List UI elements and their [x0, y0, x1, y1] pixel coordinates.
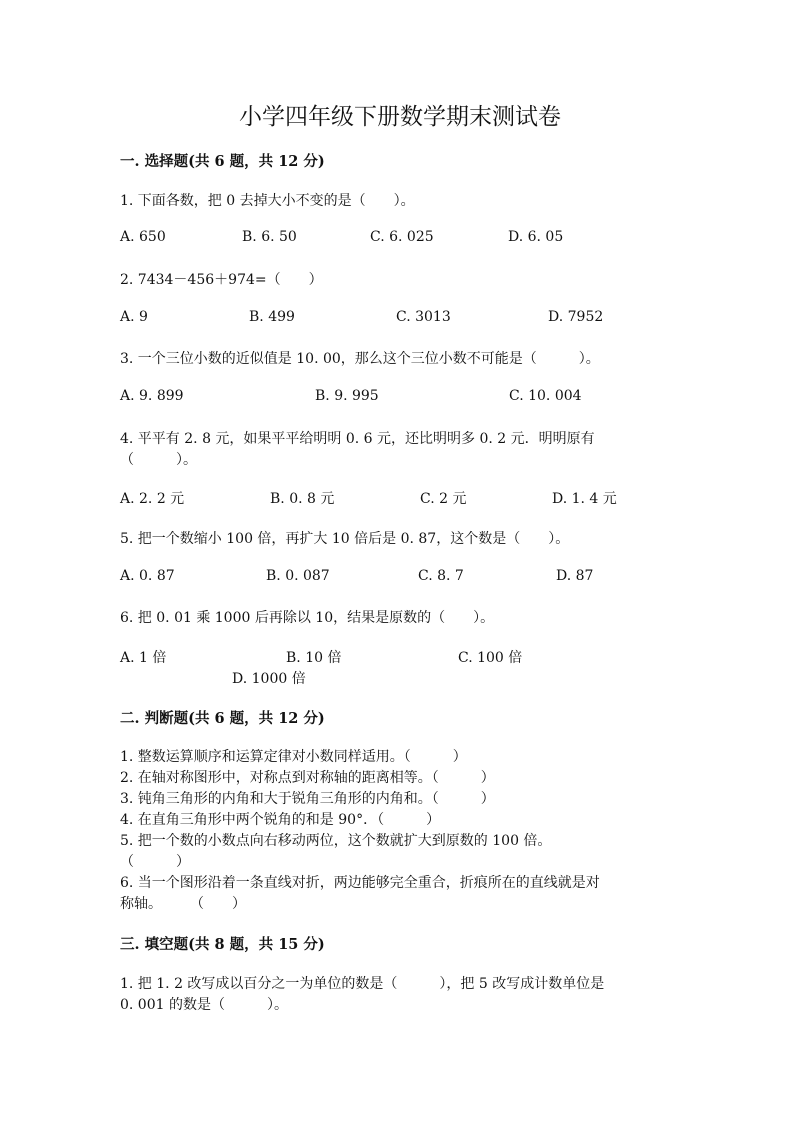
- question-1: 1. 下面各数，把 0 去掉大小不变的是（ ）。: [120, 193, 415, 209]
- option-3b: B. 9. 995: [315, 388, 379, 404]
- option-2d: D. 7952: [548, 309, 604, 325]
- judgement-line-4: 4. 在直角三角形中两个锐角的和是 90°．（ ）: [120, 812, 441, 828]
- fill-blank-line-1: 1. 把 1. 2 改写成以百分之一为单位的数是（ ），把 5 改写成计数单位是: [120, 976, 605, 992]
- question-4-line-1: 4. 平平有 2. 8 元，如果平平给明明 0. 6 元，还比明明多 0. 2 元．明明原有: [120, 431, 595, 447]
- option-4b: B. 0. 8 元: [270, 491, 335, 507]
- question-3: 3. 一个三位小数的近似值是 10. 00，那么这个三位小数不可能是（ ）。: [120, 351, 600, 367]
- judgement-line-2: 2. 在轴对称图形中，对称点到对称轴的距离相等。（ ）: [120, 770, 495, 786]
- judgement-line-5: 5. 把一个数的小数点向右移动两位，这个数就扩大到原数的 100 倍。: [120, 833, 552, 849]
- section-heading-judgement: 二. 判断题(共 6 题，共 12 分): [120, 710, 325, 727]
- option-5b: B. 0. 087: [266, 568, 330, 584]
- option-4d: D. 1. 4 元: [552, 491, 617, 507]
- option-1d: D. 6. 05: [508, 229, 564, 245]
- judgement-line-1: 1. 整数运算顺序和运算定律对小数同样适用。（ ）: [120, 749, 467, 765]
- page-title: 小学四年级下册数学期末测试卷: [239, 104, 561, 130]
- question-5: 5. 把一个数缩小 100 倍，再扩大 10 倍后是 0. 87，这个数是（ ）。: [120, 531, 570, 547]
- question-4-line-2: （ ）。: [120, 452, 197, 468]
- option-6a: A. 1 倍: [120, 650, 167, 666]
- option-5d: D. 87: [556, 568, 594, 584]
- option-4c: C. 2 元: [420, 491, 467, 507]
- option-3c: C. 10. 004: [509, 388, 582, 404]
- option-6d: D. 1000 倍: [232, 671, 306, 687]
- question-6: 6. 把 0. 01 乘 1000 后再除以 10，结果是原数的（ ）。: [120, 610, 495, 626]
- judgement-line-3: 3. 钝角三角形的内角和大于锐角三角形的内角和。（ ）: [120, 791, 495, 807]
- option-2a: A. 9: [120, 309, 148, 325]
- option-1c: C. 6. 025: [370, 229, 434, 245]
- judgement-line-5-cont: （ ）: [120, 854, 190, 870]
- option-6c: C. 100 倍: [458, 650, 523, 666]
- option-2b: B. 499: [249, 309, 295, 325]
- question-2: 2. 7434－456＋974=（ ）: [120, 272, 323, 288]
- option-1a: A. 650: [120, 229, 166, 245]
- option-1b: B. 6. 50: [242, 229, 297, 245]
- judgement-line-6-cont: 称轴。 （ ）: [120, 896, 246, 912]
- option-5c: C. 8. 7: [418, 568, 464, 584]
- option-4a: A. 2. 2 元: [120, 491, 185, 507]
- section-heading-choice: 一. 选择题(共 6 题，共 12 分): [120, 153, 325, 170]
- fill-blank-line-2: 0. 001 的数是（ ）。: [120, 997, 288, 1013]
- option-2c: C. 3013: [396, 309, 451, 325]
- section-heading-fill-blank: 三. 填空题(共 8 题，共 15 分): [120, 936, 325, 953]
- option-5a: A. 0. 87: [120, 568, 175, 584]
- judgement-line-6: 6. 当一个图形沿着一条直线对折，两边能够完全重合，折痕所在的直线就是对: [120, 875, 600, 891]
- option-3a: A. 9. 899: [120, 388, 184, 404]
- option-6b: B. 10 倍: [286, 650, 342, 666]
